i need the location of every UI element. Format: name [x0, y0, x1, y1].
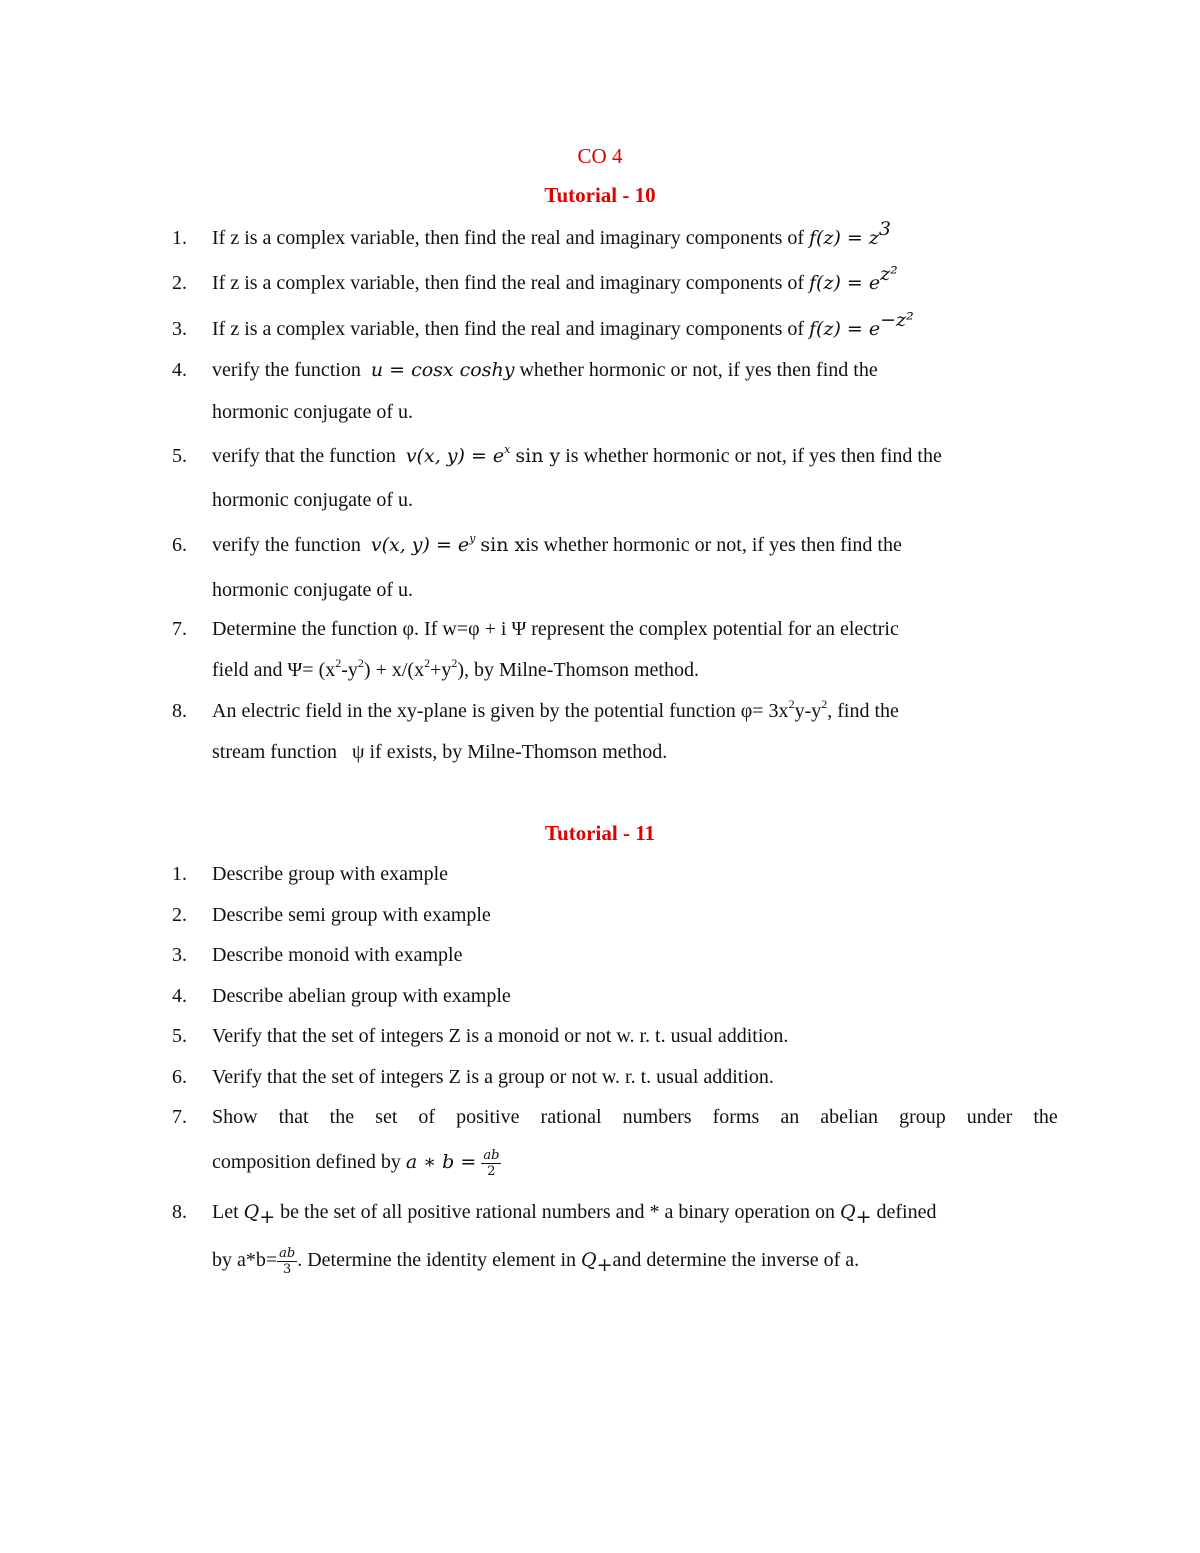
word: forms [712, 1106, 760, 1128]
justified-line [212, 1105, 1058, 1129]
document-page: CO 4 Tutorial - 10 1. If z is a complex variable, then find the real and imaginary components of $f(z) = z^3$ 2. If z is a complex variable, then find the real and imaginary components of $f(z) = e^{z^2}$ 3. If z is a complex variable, then find the real and imaginary components of $f(z) = e^{-z^2}$ 4. verify the function u = cosx coshy whether hormonic or not, if yes then find the hormonic conjugate of u. 5. verify that the function v(x, $y) = e^x$ sin y is whether hormonic or not, if yes then find the hormonic conjugate of u. 6. verify the function v(x, $y) = e^y$ sin xis whether hormonic or not, if yes then find the hormonic conjugate of u. 7. Determine the function φ. If w=φ + i Ψ represent the complex potential for an electric field and $\Psi= (x^2-y^2) + x/(x^2+y^2)$, by Milne-Thomson method. 8. An electric field in the xy-plane is given by the potential function $\varphi= 3x^2y-y^2$, find the stream function ψ if exists, by Milne-Thomson method. Tutorial - 11 1. Describe group with example 2. Describe semi group with example 3. Describe monoid with example 4. Describe abelian group with example 5. Verify that the set of integers Z is a monoid or not w. r. t. usual addition. 6. Verify that the set of integers Z is a group or not w. r. t. usual addition. 7. Show that the set of positive rational numbers forms an abelian group under the composition defined by a ∗ b = $\frac{ab}{2}$ 8. Let $Q_+$ be the set of all positive rational numbers and * a binary operation on $Q_+$ defined by a*b= $\frac{ab}{3}$ . Determine the identity element in $Q_+and$ determine the inverse of a. [0, 0, 1200, 1553]
word: group [899, 1106, 946, 1128]
word: the [329, 1106, 355, 1128]
fraction: $\frac{ab}{2}$ [483, 1148, 500, 1179]
tutorial-11-heading: Tutorial - 11 [544, 821, 656, 845]
word: abelian [820, 1106, 879, 1128]
document-title: CO 4 [577, 144, 623, 168]
word: Show [212, 1106, 258, 1128]
word: numbers [622, 1106, 692, 1128]
word: set [375, 1106, 398, 1128]
word: the [1033, 1106, 1058, 1128]
word: an [780, 1106, 800, 1128]
word: that [278, 1106, 309, 1128]
word: under [966, 1106, 1013, 1128]
word: of [418, 1106, 436, 1128]
word: positive [456, 1106, 520, 1128]
fraction: $\frac{ab}{3}$ [279, 1246, 296, 1277]
word: rational [540, 1106, 602, 1128]
tutorial-10-heading: Tutorial - 10 [544, 183, 656, 207]
